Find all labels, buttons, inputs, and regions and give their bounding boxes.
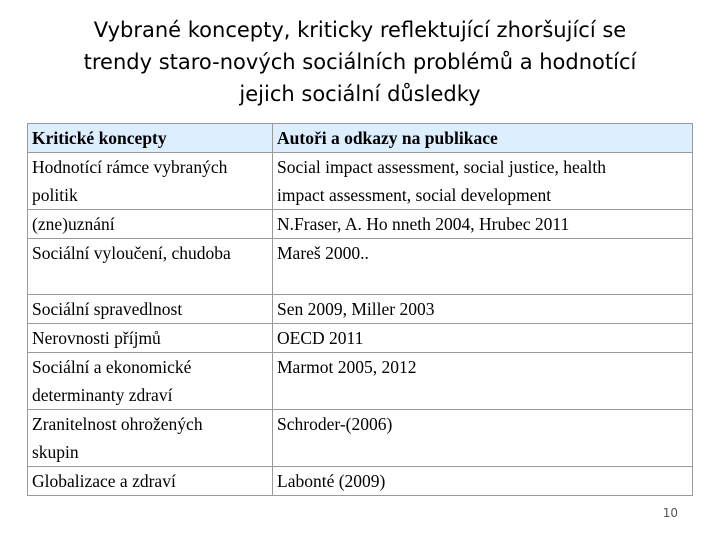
concept-text: Sociální spravedlnost bbox=[32, 299, 183, 319]
slide-title bbox=[20, 14, 700, 110]
table-row bbox=[28, 324, 693, 353]
concept-cell bbox=[28, 239, 273, 295]
concept-text: Sociální vyloučení, chudoba bbox=[32, 243, 231, 263]
concept-text: Zranitelnost ohrožených bbox=[32, 414, 203, 434]
concept-cell bbox=[28, 467, 273, 496]
concept-text: Globalizace a zdraví bbox=[32, 471, 176, 491]
table-header-row bbox=[28, 124, 693, 153]
refs-cell bbox=[273, 295, 693, 324]
refs-text: Social impact assessment, social justice, health bbox=[277, 157, 607, 177]
concept-cell bbox=[28, 353, 273, 410]
concept-cell bbox=[28, 210, 273, 239]
table-row bbox=[28, 353, 693, 410]
concept-text: politik bbox=[32, 185, 78, 205]
table-row bbox=[28, 210, 693, 239]
concept-text: determinanty zdraví bbox=[32, 385, 173, 405]
header-concepts: Kritické koncepty bbox=[28, 124, 273, 153]
page-number: 10 bbox=[662, 506, 678, 520]
header-references: Autoři a odkazy na publikace bbox=[273, 124, 693, 153]
refs-cell bbox=[273, 153, 693, 210]
refs-text: impact assessment, social development bbox=[277, 185, 552, 205]
concept-cell bbox=[28, 324, 273, 353]
title-line: Vybrané koncepty, kriticky reflektující zhoršující se bbox=[93, 18, 627, 42]
refs-text: Schroder-(2006) bbox=[277, 414, 393, 434]
concept-text: skupin bbox=[32, 442, 79, 462]
refs-text: N.Fraser, A. Ho nneth 2004, Hrubec 2011 bbox=[277, 214, 570, 234]
refs-text: Mareš 2000.. bbox=[277, 243, 369, 263]
concept-cell bbox=[28, 295, 273, 324]
concepts-table bbox=[27, 123, 693, 496]
refs-cell bbox=[273, 210, 693, 239]
concept-text: Sociální a ekonomické bbox=[32, 357, 192, 377]
table-row bbox=[28, 295, 693, 324]
refs-cell bbox=[273, 353, 693, 410]
refs-text: Sen 2009, Miller 2003 bbox=[277, 299, 435, 319]
concept-text: Hodnotící rámce vybraných bbox=[32, 157, 228, 177]
table-row bbox=[28, 153, 693, 210]
refs-text: Marmot 2005, 2012 bbox=[277, 357, 417, 377]
concept-text: (zne)uznání bbox=[32, 214, 115, 234]
title-line: trendy staro-nových sociálních problémů a hodnotící bbox=[83, 50, 637, 74]
refs-cell bbox=[273, 324, 693, 353]
refs-cell bbox=[273, 467, 693, 496]
concept-cell bbox=[28, 410, 273, 467]
concept-text: Nerovnosti příjmů bbox=[32, 328, 161, 348]
title-line: jejich sociální důsledky bbox=[239, 82, 481, 106]
concept-cell bbox=[28, 153, 273, 210]
table-row bbox=[28, 467, 693, 496]
table-row bbox=[28, 410, 693, 467]
table-row bbox=[28, 239, 693, 295]
refs-cell bbox=[273, 410, 693, 467]
refs-text: Labonté (2009) bbox=[277, 471, 386, 491]
refs-cell bbox=[273, 239, 693, 295]
refs-text: OECD 2011 bbox=[277, 328, 364, 348]
